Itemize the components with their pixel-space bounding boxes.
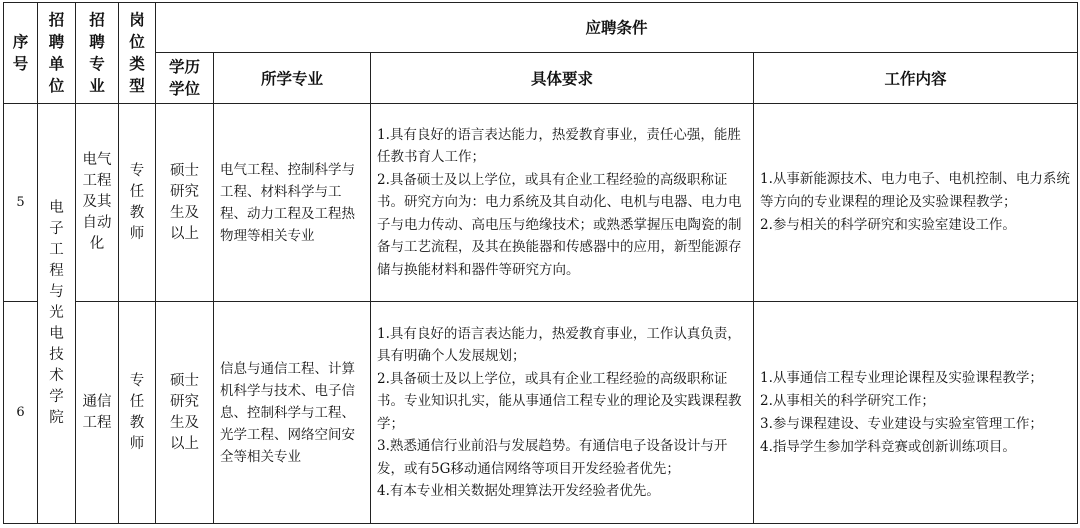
- row-work: [754, 104, 1078, 302]
- work-item: 3.参与课程建设、专业建设与实验室管理工作；: [760, 415, 1043, 432]
- requirement-item: 3.熟悉通信行业前沿与发展趋势。有通信电子设备设计与开发，或有5G移动通信网络等项目开发经验者优先；: [377, 438, 728, 477]
- row-major: 信息与通信工程、计算机科学与技术、电子信息、控制科学与工程、光学工程、网络空间安全等相关专业: [214, 302, 371, 524]
- row-degree: 硕士 研究 生及 以上: [156, 302, 214, 524]
- work-item: 2.参与相关的科学研究和实验室建设工作。: [760, 217, 1016, 233]
- requirement-item: 1.具有良好的语言表达能力，热爱教育事业，工作认真负责，具有明确个人发展规划；: [377, 325, 741, 364]
- unit-name: 电 子 工 程 与 光 电 技 术 学 院: [38, 104, 76, 524]
- row-seq: 6: [4, 302, 38, 524]
- row-specialty: 电气 工程 及其 自动 化: [76, 104, 119, 302]
- header-post-type: 岗 位 类 型: [119, 3, 156, 104]
- requirement-item: 1.具有良好的语言表达能力，热爱教育事业，责任心强，能胜任教书育人工作；: [377, 126, 741, 166]
- work-item: 4.指导学生参加学科竞赛或创新训练项目。: [760, 438, 1016, 455]
- row-specialty: 通信 工程: [76, 302, 119, 524]
- row-seq: 5: [4, 104, 38, 302]
- table-row: [4, 302, 1078, 524]
- row-post-type: 专 任 教 师: [119, 104, 156, 302]
- recruitment-table: [3, 2, 1078, 524]
- header-unit: 招 聘 单 位: [38, 3, 76, 104]
- row-requirements: [371, 302, 754, 524]
- work-item: 2.从事相关的科学研究工作；: [760, 392, 935, 409]
- row-degree: 硕士 研究 生及 以上: [156, 104, 214, 302]
- row-work: [754, 302, 1078, 524]
- header-work: 工作内容: [754, 53, 1078, 104]
- header-conditions: 应聘条件: [156, 3, 1078, 53]
- row-major: 电气工程、控制科学与工程、材料科学与工程、动力工程及工程热物理等相关专业: [214, 104, 371, 302]
- requirement-item: 2.具备硕士及以上学位，或具有企业工程经验的高级职称证书。研究方向为：电力系统及其自动化、电机与电器、电力电子与电力传动、高电压与绝缘技术；或熟悉掌握压电陶瓷的制备与工艺流程，及其在换能器和传感器中的应用，新型能源存储与换能材料和器件等研究方向。: [377, 171, 742, 278]
- header-requirements: 具体要求: [371, 53, 754, 104]
- table-row: [4, 104, 1078, 302]
- row-post-type: 专 任 教 师: [119, 302, 156, 524]
- requirement-item: 2.具备硕士及以上学位，或具有企业工程经验的高级职称证书。专业知识扎实，能从事通信工程专业的理论及实践课程教学；: [377, 370, 742, 432]
- requirement-item: 4.有本专业相关数据处理算法开发经验者优先。: [377, 483, 660, 499]
- header-seq: 序 号: [4, 3, 38, 104]
- row-requirements: [371, 104, 754, 302]
- header-degree: 学历 学位: [156, 53, 214, 104]
- header-major: 所学专业: [214, 53, 371, 104]
- work-item: 1.从事新能源技术、电力电子、电机控制、电力系统等方向的专业课程的理论及实验课程教学；: [760, 171, 1070, 210]
- header-specialty: 招 聘 专 业: [76, 3, 119, 104]
- work-item: 1.从事通信工程专业理论课程及实验课程教学；: [760, 369, 1043, 386]
